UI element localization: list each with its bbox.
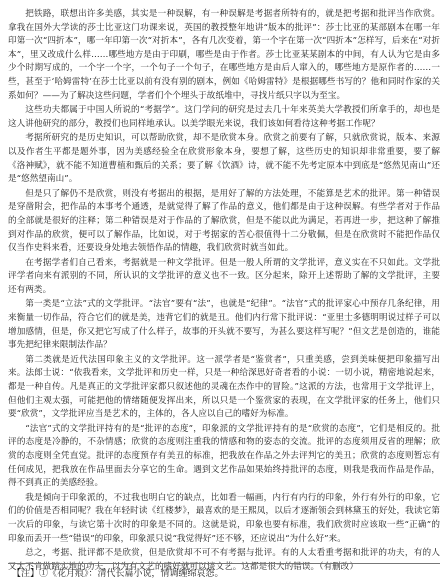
paragraph: 但是只了解仍不是欣赏，则没有考据出的根据，是用好了解的方法处理，不能算是艺术的批评。第一种错误是穿凿附会，把作品的本事考个通透，是就觉得了解了作品的意义，他们都是由于这种误解。有些学者对于作品的全部就是很好的注释；第二种错误是对于作品的了解欣赏，但是不能以此为满足，若再进一步，把这种了解推到对作品的欣赏，便可以了解作品，比如说，对于考据家的苦心很值得十二分敬佩，但是在欣赏时不能把作品仅仅当作史料来看，还要设身处地去领悟作品的情趣，我们欣赏时就当如此。	[8, 188, 440, 254]
paragraph: “法官”式的文学批评持有的是“批评的态度”，印象派的文学批评持有的是“欣赏的态度”，它们是相反的。批评的态度是冷静的，不杂情感；欣赏的态度则注重我的情感和物的姿态的交流。批评的态度须用反省的理解；欣赏的态度则全凭直觉。批评的态度预存有美丑的标准，把我放在作品之外去评判它的美丑；欣赏的态度则暂忘有任何成见，把我放在作品里面去分享它的生命。遇到文艺作品如果始终持批评的态度，则我是我而作品是作品，得不到真正的美感经验。	[8, 423, 440, 489]
paragraph: 第二类就是近代法国印象主义的文学批评。这一派学者是“鉴赏者”，只重美感，尝到美味便把印象描写出来。法郎士说：“依我看来，文学批评和历史一样，只是一种给深思好奇者看的小说：一切小说，精密地说起来，都是一种自传。凡是真正的文学批评家都只叙述他的灵魂在杰作中的冒险。”这派的方法，也常用于文学批评上，但他们主观太强，可能把他的情绪随便发挥出来，所以只是一个鉴赏家的表现，在文学批评家的任务上，他们只要“欣赏”，文学批评应当是艺术的，主体的，各人应以自己的嗜好为标准。	[8, 354, 440, 420]
paragraph: 把铁路，联想出许多美感，其实是一种误解，有一种误解是考据者所特有的，就是把考据和批评当作欣赏。拿我在国外大学读的莎士比亚这门功课来说，英国的教授整年地讲“版本的批评”：莎士比亚的某部剧本在哪一年印第一次“四折本”，哪一年印第一次“对折本”，各有几次变着，第一个字在第一次“四折本”怎样写，后来在“对折本”，里又改成什么样……哪些地方是由于印刷，哪些是由于作者。莎士比亚某某剧本的中间，有人认为它是由多少个时期写成的，一个字一个字，一个句子一个句子，在哪些地方是由后人窜入的，哪些地方是原作者的……一些，甚至于‘哈姆雷特’在莎士比亚以前有没有别的剧本，例如《哈姆雷特》是根据哪些书写的？他和同时作家的关系如何？——为了解决这些问题，学者们个个埋头于故纸堆中，寻找片纸只字以为至宝。	[8, 9, 440, 101]
paragraph: 这些功夫都属于中国人所说的“考据学”。这门学问的研究是过去几十年来英美大学教授们所拿手的，却也是这人讲他研究的部分，教授们也同样地承认。以美学眼光来说，我们该如何看待这种考据工作呢？	[8, 105, 440, 129]
paragraph: 第一类是“立法”式的文学批评。“法官”要有“法”，也就是“纪律”。“法官”式的批评家心中预存几条纪律，用来衡量一切作品，符合它们的就是美，违背它们的就是丑。他们内行常下批评说：“亚里士多德明明说过样子可以增加感情，但是，你又把它写成了什么样子，故事的开头就不要写，为甚么要这样写呢？”但文艺是创造的，谁能事先把纪律来限制法作品？	[8, 299, 440, 351]
paragraph: 我是倾向于印象派的，不过我也明白它的缺点，比如看一幅画，内行有内行的印象，外行有外行的印象，它们的价值是否相同呢？我在年轻时读《红楼梦》，最喜欢的是王熙凤，以后才逐渐领会到林黛玉的好处，我读它第一次后的印象，与读它第十次时的印象是不同的。这就是说，印象也要有标准，我们欣赏时应该取一些“正确”的印象而丢开一些“错误”的印象，印象派只说“我觉得好”还不够，还应说出“为什么好”来。	[8, 492, 440, 544]
paragraph: 总之，考据、批评都不是欣赏，但是欣赏却不可不有考据与批评。有的人太看重考据和批评的功夫，有的人又太不肯做踏实地的功夫，以为有文艺的嗜好就可以谈文艺。这都是很大的错误。（有删改）	[8, 548, 440, 572]
footnote: 【注】①《花月痕》：清代长篇小说，情调缠绵哀怨。	[12, 569, 224, 579]
article-body	[8, 8, 440, 574]
paragraph: 考据所研究的是历史知识，可以帮助欣赏，却不是欣赏本身。欣赏之前要有了解，只就欣赏说，版本、来源以及作者生平都是题外事，因为美感经验全在欣赏形象本身，要想了解，这些历史的知识却非常重要，要了解《洛神赋》，就不能不知道曹植和甄后的关系；要了解《饮酒》诗，就不能不先考定原本中到底是“悠然见南山”还是“悠然望南山”。	[8, 133, 440, 185]
footnote-divider	[8, 563, 440, 564]
paragraph: 在考据学者们自己看来，考据就是一种文学批评。但是一般人所谓的文学批评，意义实在不只如此。文学批评学者向来有派别的不同，所认识的文学批评的意义也不一致。区分起来，除开上述帮助了解的文学批评，主要还有两类。	[8, 257, 440, 295]
